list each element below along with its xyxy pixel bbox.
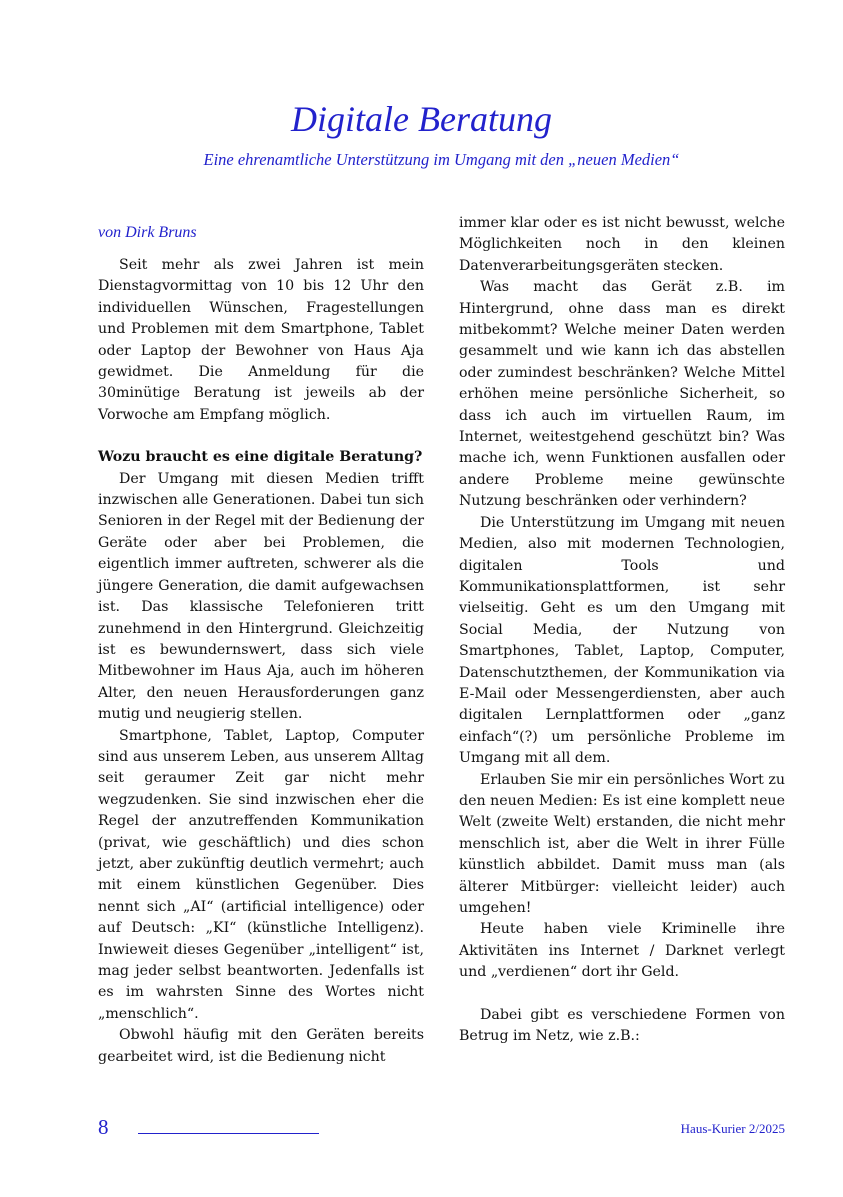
footer-rule bbox=[138, 1133, 319, 1134]
article-subtitle: Eine ehrenamtliche Unterstützung im Umgang mit den „neuen Medien“ bbox=[203, 150, 680, 169]
paragraph: Was macht das Gerät z.B. im Hintergrund, ohne dass man es direkt mitbekommt? Welche meiner Daten werden gesammelt und wie kann ich das abstellen oder zumindest beschränken? Welche Mittel erhöhen meine persönliche Sicherheit, so dass ich auch im virtuellen Raum, im Internet, weitestgehend geschützt bin? Was mache ich, wenn Funktionen ausfallen oder andere Probleme meine gewünschte Nutzung beschränken oder verhindern? bbox=[459, 279, 785, 510]
paragraph-gap bbox=[459, 984, 785, 1005]
paragraph: immer klar oder es ist nicht bewusst, welche Möglichkeiten noch in den kleinen Datenverarbeitungsgeräten stecken. bbox=[459, 215, 785, 274]
issue-label: Haus-Kurier 2/2025 bbox=[680, 1121, 785, 1136]
paragraph: Erlauben Sie mir ein persönliches Wort zu den neuen Medien: Es ist eine komplett neue Welt (zweite Welt) erstanden, die nicht mehr menschlich ist, aber die Welt in ihrer Fülle künstlich abbildet. Damit muss man (als älterer Mitbürger: vielleicht leider) auch umgehen! bbox=[459, 771, 785, 916]
paragraph: Die Unterstützung im Umgang mit neuen Medien, also mit modernen Technologien, digitalen Tools und Kommunikationsplattformen, ist sehr vielseitig. Geht es um den Umgang mit Social Media, der Nutzung von Smartphones, Tablet, Laptop, Computer, Datenschutzthemen, der Kommunikation via E-Mail oder Messengerdiensten, aber auch digitalen Lernplattformen oder „ganz einfach“(?) um persönliche Probleme im Umgang mit all dem. bbox=[459, 514, 785, 767]
right-column bbox=[459, 213, 785, 1047]
page-number: 8 bbox=[98, 1115, 109, 1139]
paragraph: Der Umgang mit diesen Medien trifft inzwischen alle Generationen. Dabei tun sich Senioren in der Regel mit der Bedienung der Geräte oder aber bei Problemen, die eigentlich immer auftreten, schwerer als die jüngere Generation, die damit aufgewachsen ist. Das klassische Telefonieren tritt zunehmend in den Hintergrund. Gleichzeitig ist es bewundernswert, dass sich viele Mitbewohner im Haus Aja, auch im höheren Alter, den neuen Herausforderungen ganz mutig und neugierig stellen. bbox=[98, 470, 424, 723]
paragraph: Seit mehr als zwei Jahren ist mein Dienstagvormittag von 10 bis 12 Uhr den individuellen Wünschen, Fragestellungen und Problemen mit dem Smartphone, Tablet oder Laptop der Bewohner von Haus Aja gewidmet. Die Anmeldung für die 30minütige Beratung ist jeweils ab der Vorwoche am Empfang möglich. bbox=[98, 257, 424, 423]
paragraph: Heute haben viele Kriminelle ihre Aktivitäten ins Internet / Darknet verlegt und „verdienen“ dort ihr Geld. bbox=[459, 921, 785, 981]
paragraph: Smartphone, Tablet, Laptop, Computer sind aus unserem Leben, aus unserem Alltag seit geraumer Zeit gar nicht mehr wegzudenken. Sie sind inzwischen eher die Regel der anzutreffenden Kommunikation (privat, wie geschäftlich) und dies schon jetzt, aber zukünftig deutlich vermehrt; auch mit einem künstlichen Gegenüber. Dies nennt sich „AI“ (artificial intelligence) oder auf Deutsch: „KI“ (künstliche Intelligenz). Inwieweit dieses Gegenüber „intelligent“ ist, mag jeder selbst beantworten. Jedenfalls ist es im wahrsten Sinne des Wortes nicht „menschlich“. bbox=[98, 727, 424, 1022]
author-byline: von Dirk Bruns bbox=[98, 224, 197, 241]
article-title: Digitale Beratung bbox=[291, 99, 552, 139]
paragraph: Dabei gibt es verschiedene Formen von Betrug im Netz, wie z.B.: bbox=[459, 1006, 785, 1045]
paragraph: Obwohl häufig mit den Geräten bereits gearbeitet wird, ist die Bedienung nicht bbox=[98, 1027, 424, 1065]
left-column bbox=[98, 255, 424, 1068]
section-heading: Wozu braucht es eine digitale Beratung? bbox=[98, 449, 423, 466]
paragraph-gap bbox=[98, 426, 424, 447]
